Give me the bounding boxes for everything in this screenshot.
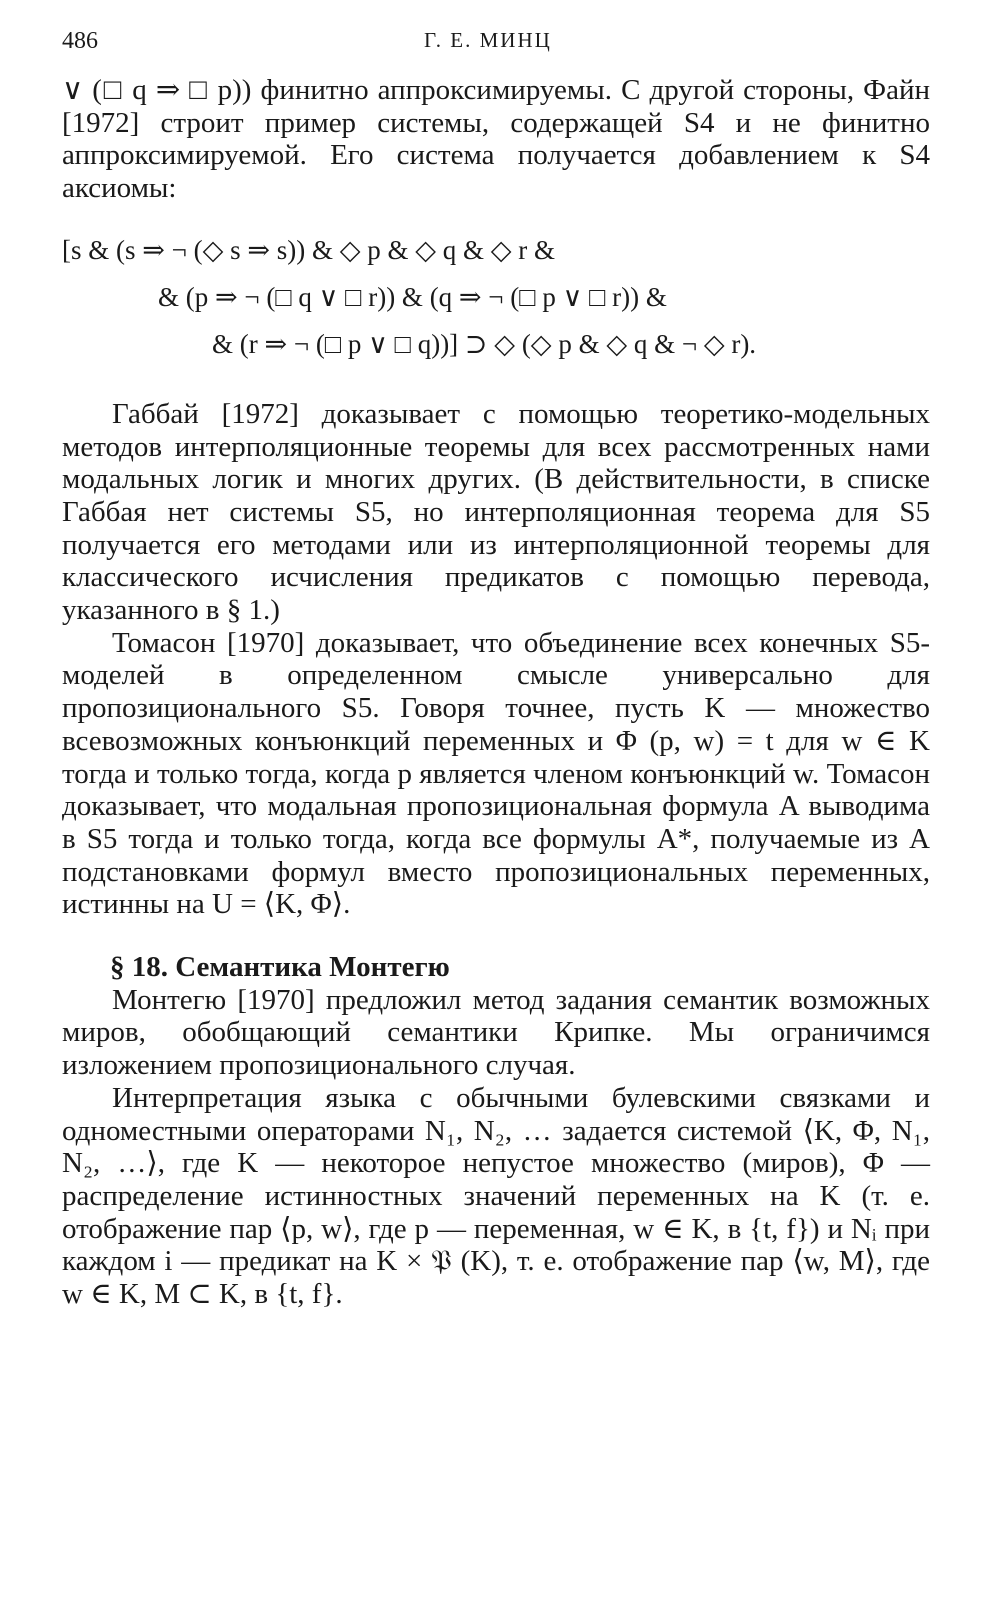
book-page (62, 28, 930, 1311)
page-header (62, 28, 930, 74)
running-head: Г. Е. МИНЦ (424, 28, 552, 52)
formula-line-3: & (r ⇒ ¬ (□ p ∨ □ q))] ⊃ ◇ (◇ p & ◇ q & ¬ ◇ r). (212, 328, 757, 359)
paragraph-thomason: Томасон [1970] доказывает, что объединение всех конечных S5-моделей в определенном смысле универсально для пропозиционального S5. Говоря точнее, пусть K — множество всевозможных конъюнкций переменных и Φ (p, w) = t для w ∈ K тогда и только тогда, когда p является членом конъюнкций w. Томасон доказывает, что модальная пропозициональная формула A выводима в S5 тогда и только тогда, когда все формулы A*, получаемые из A подстановками формул вместо пропозициональных переменных, истинны на U = ⟨K, Φ⟩. (62, 626, 930, 921)
paragraph-montague: Монтегю [1970] предложил метод задания семантик возможных миров, обобщающий семантики Крипке. Мы ограничимся изложением пропозиционального случая. (62, 983, 930, 1082)
section-heading: § 18. Семантика Монтегю (110, 951, 450, 984)
paragraph-interpretation: Интерпретация языка с обычными булевскими связками и одноместными операторами N₁, N₂, … задается системой ⟨K, Φ, N₁, N₂, …⟩, где K — некоторое непустое множество (миров), Φ — распределение истинностных значений переменных на K (т. е. отображение пар ⟨p, w⟩, где p — переменная, w ∈ K, в {t, f}) и Nᵢ при каждом i — предикат на K × 𝔓 (K), т. е. отображение пар ⟨w, M⟩, где w ∈ K, M ⊂ K, в {t, f}. (62, 1081, 930, 1311)
paragraph-gabbay: Габбай [1972] доказывает с помощью теоретико-модельных методов интерполяционные теоремы для всех рассмотренных нами модальных логик и многих других. (В действительности, в списке Габбая нет системы S5, но интерполяционная теорема для S5 получается его методами или из интерполяционной теоремы для классического исчисления предикатов с помощью перевода, указанного в § 1.) (62, 397, 930, 627)
axiom-formula (62, 227, 930, 368)
page-number: 486 (62, 28, 98, 54)
formula-line-2: & (p ⇒ ¬ (□ q ∨ □ r)) & (q ⇒ ¬ (□ p ∨ □ r)) & (158, 281, 667, 312)
paragraph-intro: ∨ (□ q ⇒ □ p)) финитно аппроксимируемы. С другой стороны, Файн [1972] строит пример системы, содержащей S4 и не финитно аппроксимируемой. Его система получается добавлением к S4 аксиомы: (62, 74, 930, 205)
formula-line-1: [s & (s ⇒ ¬ (◇ s ⇒ s)) & ◇ p & ◇ q & ◇ r & (62, 234, 556, 265)
